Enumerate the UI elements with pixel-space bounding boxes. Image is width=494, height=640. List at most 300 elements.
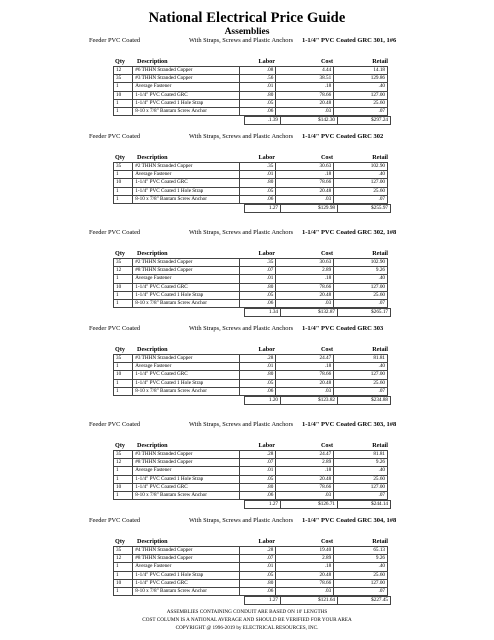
item-description: Average Fastener [133, 467, 240, 475]
item-cost: 78.66 [276, 579, 334, 587]
total-labor: .1.39 [245, 117, 281, 125]
item-description: #3 THHN Stranded Copper [133, 355, 240, 363]
col-description-header: Description [137, 346, 168, 353]
item-labor: .06 [239, 387, 276, 395]
assembly-description: With Straps, Screws and Plastic Anchors [189, 325, 294, 332]
column-headers [0, 153, 494, 162]
item-qty: 35 [114, 355, 133, 363]
item-cost: 30.63 [276, 259, 334, 267]
item-cost: 78.66 [276, 283, 334, 291]
item-description: 1-1/4" PVC Coated GRC [133, 91, 240, 99]
item-labor: .56 [239, 75, 276, 83]
assembly-description: With Straps, Screws and Plastic Anchors [189, 37, 294, 44]
item-description: 1-1/4" PVC Coated GRC [133, 483, 240, 491]
item-qty: 12 [114, 459, 133, 467]
table-row [114, 275, 388, 283]
item-qty: 35 [114, 547, 133, 555]
item-description: 1-1/4" PVC Coated GRC [133, 179, 240, 187]
item-qty: 1 [114, 299, 133, 307]
total-retail: $265.17 [338, 309, 391, 317]
total-retail: $227.45 [338, 597, 391, 605]
table-row [114, 91, 388, 99]
item-cost: .18 [276, 563, 334, 571]
item-qty: 12 [114, 267, 133, 275]
table-row [114, 491, 388, 499]
totals-row [244, 204, 391, 213]
item-labor: .28 [239, 355, 276, 363]
assembly-description: With Straps, Screws and Plastic Anchors [189, 517, 294, 524]
item-description: 1-1/4" PVC Coated GRC [133, 283, 240, 291]
col-retail-header: Retail [372, 154, 388, 161]
col-retail-header: Retail [372, 58, 388, 65]
total-retail: $234.88 [338, 396, 391, 404]
total-cost: $132.87 [281, 309, 338, 317]
item-retail: .40 [334, 467, 388, 475]
item-labor: .01 [239, 467, 276, 475]
item-cost: 4.44 [276, 67, 334, 75]
col-cost-header: Cost [320, 250, 333, 257]
item-qty: 1 [114, 195, 133, 203]
col-description-header: Description [137, 58, 168, 65]
total-labor: 1.27 [245, 501, 281, 509]
col-qty-header: Qty [115, 250, 125, 257]
item-cost: 2.89 [276, 267, 334, 275]
table-row [114, 563, 388, 571]
item-description: #4 THHN Stranded Copper [133, 547, 240, 555]
item-labor: .80 [239, 371, 276, 379]
assembly-name: 1-1/4" PVC Coated GRC 303 [302, 325, 384, 332]
item-qty: 10 [114, 91, 133, 99]
item-retail: .07 [334, 387, 388, 395]
item-description: #6 THHN Stranded Copper [133, 67, 240, 75]
item-description: 1-1/4" PVC Coated GRC [133, 371, 240, 379]
item-qty: 1 [114, 587, 133, 595]
item-cost: 2.89 [276, 555, 334, 563]
item-retail: .40 [334, 171, 388, 179]
table-row [114, 195, 388, 203]
table-row [114, 467, 388, 475]
item-retail: 81.81 [334, 451, 388, 459]
footer-line-cost: COST COLUMN IS A NATIONAL AVERAGE AND SHOULD BE VERIFIED FOR YOUR AREA [142, 617, 352, 623]
assembly-type: Feeder PVC Coated [89, 421, 141, 428]
assembly-header [0, 325, 494, 345]
total-cost: $123.82 [281, 396, 338, 404]
item-cost: 78.66 [276, 483, 334, 491]
assembly-header [0, 421, 494, 441]
item-labor: .01 [239, 363, 276, 371]
table-row [114, 483, 388, 491]
col-qty-header: Qty [115, 538, 125, 545]
assembly-type: Feeder PVC Coated [89, 229, 141, 236]
item-qty: 1 [114, 387, 133, 395]
item-labor: .01 [239, 171, 276, 179]
item-description: #2 THHN Stranded Copper [133, 259, 240, 267]
item-cost: 20.48 [276, 475, 334, 483]
item-cost: 20.48 [276, 187, 334, 195]
column-headers [0, 537, 494, 546]
table-row [114, 475, 388, 483]
page-subtitle: Assemblies [224, 27, 270, 37]
col-retail-header: Retail [372, 442, 388, 449]
item-description: 8-10 x 7/8" Bantam Screw Anchor [133, 107, 240, 115]
col-cost-header: Cost [320, 346, 333, 353]
item-description: #2 THHN Stranded Copper [133, 163, 240, 171]
item-cost: .03 [276, 195, 334, 203]
item-retail: 65.13 [334, 547, 388, 555]
item-retail: 9.26 [334, 459, 388, 467]
item-retail: .07 [334, 491, 388, 499]
item-qty: 1 [114, 475, 133, 483]
assembly-name: 1-1/4" PVC Coated GRC 302, 1#8 [302, 229, 397, 236]
item-labor: .05 [239, 475, 276, 483]
footer-line-conduit: ASSEMBLIES CONTAINING CONDUIT ARE BASED ON 10' LENGTHS [166, 609, 328, 615]
column-headers [0, 249, 494, 258]
item-qty: 1 [114, 171, 133, 179]
table-row [114, 451, 388, 459]
col-cost-header: Cost [320, 538, 333, 545]
assembly-header [0, 133, 494, 153]
table-row [114, 571, 388, 579]
item-labor: .06 [239, 491, 276, 499]
item-qty: 1 [114, 83, 133, 91]
assembly-description: With Straps, Screws and Plastic Anchors [189, 421, 294, 428]
item-retail: 25.60 [334, 187, 388, 195]
item-cost: 2.89 [276, 459, 334, 467]
items-table [113, 162, 388, 204]
col-labor-header: Labor [258, 154, 275, 161]
col-labor-header: Labor [258, 250, 275, 257]
items-table [113, 354, 388, 396]
item-description: 8-10 x 7/8" Bantam Screw Anchor [133, 195, 240, 203]
item-labor: .01 [239, 563, 276, 571]
col-description-header: Description [137, 538, 168, 545]
item-labor: .06 [239, 299, 276, 307]
items-table [113, 258, 388, 308]
item-retail: .07 [334, 107, 388, 115]
item-cost: .18 [276, 83, 334, 91]
total-labor: 1.27 [245, 204, 281, 212]
col-retail-header: Retail [372, 250, 388, 257]
item-cost: .18 [276, 363, 334, 371]
item-cost: .18 [276, 467, 334, 475]
table-row [114, 387, 388, 395]
item-description: 1-1/4" PVC Coated 1 Hole Strap [133, 571, 240, 579]
totals-row [244, 308, 391, 317]
col-description-header: Description [137, 154, 168, 161]
item-description: #8 THHN Stranded Copper [133, 267, 240, 275]
item-qty: 1 [114, 107, 133, 115]
table-row [114, 355, 388, 363]
item-labor: .05 [239, 291, 276, 299]
item-labor: .06 [239, 587, 276, 595]
page-footer [0, 608, 494, 632]
col-retail-header: Retail [372, 538, 388, 545]
total-labor: 1.27 [245, 597, 281, 605]
col-description-header: Description [137, 250, 168, 257]
page-title: National Electrical Price Guide [148, 10, 346, 26]
table-row [114, 579, 388, 587]
total-labor: 1.20 [245, 396, 281, 404]
item-retail: .40 [334, 275, 388, 283]
item-labor: .28 [239, 451, 276, 459]
item-labor: .35 [239, 163, 276, 171]
item-qty: 35 [114, 163, 133, 171]
col-labor-header: Labor [258, 442, 275, 449]
item-qty: 1 [114, 291, 133, 299]
table-row [114, 547, 388, 555]
item-description: 1-1/4" PVC Coated 1 Hole Strap [133, 99, 240, 107]
item-qty: 12 [114, 555, 133, 563]
item-labor: .06 [239, 107, 276, 115]
item-cost: 24.47 [276, 451, 334, 459]
table-row [114, 107, 388, 115]
item-cost: 38.51 [276, 75, 334, 83]
item-description: Average Fastener [133, 275, 240, 283]
table-row [114, 171, 388, 179]
assembly-name: 1-1/4" PVC Coated GRC 302 [302, 133, 384, 140]
assembly-block [0, 37, 494, 133]
item-retail: 25.60 [334, 291, 388, 299]
item-cost: .18 [276, 275, 334, 283]
item-description: #8 THHN Stranded Copper [133, 555, 240, 563]
item-qty: 35 [114, 75, 133, 83]
item-qty: 10 [114, 179, 133, 187]
item-labor: .01 [239, 275, 276, 283]
items-table [113, 66, 388, 116]
assembly-name: 1-1/4" PVC Coated GRC 301, 1#6 [302, 37, 397, 44]
item-cost: .03 [276, 299, 334, 307]
item-cost: .03 [276, 107, 334, 115]
item-qty: 35 [114, 451, 133, 459]
item-retail: 127.00 [334, 579, 388, 587]
item-retail: 14.18 [334, 67, 388, 75]
item-labor: .80 [239, 179, 276, 187]
item-cost: .03 [276, 491, 334, 499]
footer-line-copyright: COPYRIGHT @ 1996-2019 by ELECTRICAL RESOURCES, INC. [175, 625, 319, 631]
item-description: 1-1/4" PVC Coated 1 Hole Strap [133, 475, 240, 483]
item-labor: .08 [239, 67, 276, 75]
totals-row [244, 596, 391, 605]
item-qty: 10 [114, 283, 133, 291]
item-qty: 1 [114, 363, 133, 371]
item-labor: .05 [239, 187, 276, 195]
table-row [114, 283, 388, 291]
assembly-type: Feeder PVC Coated [89, 37, 141, 44]
item-retail: .40 [334, 83, 388, 91]
col-qty-header: Qty [115, 442, 125, 449]
item-description: Average Fastener [133, 563, 240, 571]
column-headers [0, 345, 494, 354]
table-row [114, 163, 388, 171]
item-qty: 10 [114, 579, 133, 587]
item-description: 1-1/4" PVC Coated 1 Hole Strap [133, 379, 240, 387]
col-labor-header: Labor [258, 58, 275, 65]
item-retail: 102.90 [334, 259, 388, 267]
item-qty: 12 [114, 67, 133, 75]
item-retail: 25.60 [334, 99, 388, 107]
item-qty: 35 [114, 259, 133, 267]
item-description: 1-1/4" PVC Coated GRC [133, 579, 240, 587]
item-description: 8-10 x 7/8" Bantam Screw Anchor [133, 587, 240, 595]
item-labor: .28 [239, 547, 276, 555]
assembly-type: Feeder PVC Coated [89, 325, 141, 332]
item-qty: 1 [114, 571, 133, 579]
assembly-description: With Straps, Screws and Plastic Anchors [189, 133, 294, 140]
col-cost-header: Cost [320, 58, 333, 65]
item-retail: .07 [334, 587, 388, 595]
table-row [114, 379, 388, 387]
table-row [114, 371, 388, 379]
item-labor: .07 [239, 459, 276, 467]
item-labor: .35 [239, 259, 276, 267]
item-labor: .01 [239, 83, 276, 91]
col-qty-header: Qty [115, 346, 125, 353]
assembly-block [0, 133, 494, 229]
item-description: 1-1/4" PVC Coated 1 Hole Strap [133, 291, 240, 299]
assembly-header [0, 517, 494, 537]
item-description: 8-10 x 7/8" Bantam Screw Anchor [133, 299, 240, 307]
total-retail: $297.24 [338, 117, 391, 125]
item-description: #3 THHN Stranded Copper [133, 451, 240, 459]
assembly-name: 1-1/4" PVC Coated GRC 303, 1#8 [302, 421, 397, 428]
item-cost: 20.48 [276, 379, 334, 387]
item-retail: 127.00 [334, 371, 388, 379]
assembly-name: 1-1/4" PVC Coated GRC 304, 1#8 [302, 517, 397, 524]
item-retail: 102.90 [334, 163, 388, 171]
table-row [114, 75, 388, 83]
item-description: 8-10 x 7/8" Bantam Screw Anchor [133, 387, 240, 395]
table-row [114, 291, 388, 299]
item-retail: .40 [334, 363, 388, 371]
item-retail: .07 [334, 299, 388, 307]
total-cost: $129.98 [281, 204, 338, 212]
assembly-block [0, 325, 494, 421]
totals-row [244, 396, 391, 405]
item-retail: .40 [334, 563, 388, 571]
item-qty: 1 [114, 467, 133, 475]
table-row [114, 555, 388, 563]
item-retail: 129.86 [334, 75, 388, 83]
item-qty: 1 [114, 187, 133, 195]
table-row [114, 179, 388, 187]
item-retail: 25.60 [334, 379, 388, 387]
table-row [114, 83, 388, 91]
item-cost: 20.48 [276, 571, 334, 579]
col-cost-header: Cost [320, 442, 333, 449]
item-retail: 9.26 [334, 267, 388, 275]
item-description: #3 THHN Stranded Copper [133, 75, 240, 83]
assembly-header [0, 37, 494, 57]
items-table [113, 546, 388, 596]
item-description: Average Fastener [133, 83, 240, 91]
item-labor: .05 [239, 571, 276, 579]
col-labor-header: Labor [258, 346, 275, 353]
total-labor: 1.34 [245, 309, 281, 317]
item-retail: 9.26 [334, 555, 388, 563]
total-cost: $142.30 [281, 117, 338, 125]
item-cost: .03 [276, 587, 334, 595]
item-cost: 30.63 [276, 163, 334, 171]
item-retail: 127.00 [334, 179, 388, 187]
item-description: Average Fastener [133, 171, 240, 179]
item-labor: .05 [239, 99, 276, 107]
total-retail: $255.97 [338, 204, 391, 212]
item-cost: 20.48 [276, 99, 334, 107]
total-cost: $121.64 [281, 597, 338, 605]
table-row [114, 99, 388, 107]
table-row [114, 187, 388, 195]
col-labor-header: Labor [258, 538, 275, 545]
assembly-description: With Straps, Screws and Plastic Anchors [189, 229, 294, 236]
item-labor: .80 [239, 283, 276, 291]
total-cost: $126.71 [281, 501, 338, 509]
item-retail: 25.60 [334, 571, 388, 579]
col-retail-header: Retail [372, 346, 388, 353]
item-cost: 24.47 [276, 355, 334, 363]
table-row [114, 267, 388, 275]
item-retail: 127.00 [334, 91, 388, 99]
table-row [114, 587, 388, 595]
item-labor: .06 [239, 195, 276, 203]
item-qty: 1 [114, 563, 133, 571]
item-cost: 20.48 [276, 291, 334, 299]
item-labor: .80 [239, 483, 276, 491]
item-cost: 19.40 [276, 547, 334, 555]
assembly-type: Feeder PVC Coated [89, 133, 141, 140]
assembly-header [0, 229, 494, 249]
col-qty-header: Qty [115, 58, 125, 65]
item-qty: 1 [114, 491, 133, 499]
item-description: Average Fastener [133, 363, 240, 371]
table-row [114, 299, 388, 307]
item-description: 8-10 x 7/8" Bantam Screw Anchor [133, 491, 240, 499]
col-qty-header: Qty [115, 154, 125, 161]
total-retail: $244.14 [338, 501, 391, 509]
col-cost-header: Cost [320, 154, 333, 161]
item-labor: .07 [239, 267, 276, 275]
table-row [114, 459, 388, 467]
item-cost: 78.66 [276, 371, 334, 379]
item-retail: 127.00 [334, 483, 388, 491]
column-headers [0, 57, 494, 66]
item-labor: .05 [239, 379, 276, 387]
column-headers [0, 441, 494, 450]
assembly-type: Feeder PVC Coated [89, 517, 141, 524]
table-row [114, 363, 388, 371]
table-row [114, 259, 388, 267]
assembly-block [0, 421, 494, 517]
assembly-block [0, 517, 494, 613]
item-retail: 127.00 [334, 283, 388, 291]
col-description-header: Description [137, 442, 168, 449]
items-table [113, 450, 388, 500]
item-labor: .80 [239, 91, 276, 99]
item-description: #8 THHN Stranded Copper [133, 459, 240, 467]
item-labor: .07 [239, 555, 276, 563]
item-retail: 25.60 [334, 475, 388, 483]
item-qty: 1 [114, 379, 133, 387]
item-cost: 78.66 [276, 179, 334, 187]
item-retail: .07 [334, 195, 388, 203]
item-description: 1-1/4" PVC Coated 1 Hole Strap [133, 187, 240, 195]
item-cost: 78.66 [276, 91, 334, 99]
totals-row [244, 116, 391, 125]
table-row [114, 67, 388, 75]
assemblies-list [0, 37, 494, 613]
item-qty: 10 [114, 371, 133, 379]
item-cost: .03 [276, 387, 334, 395]
totals-row [244, 500, 391, 509]
